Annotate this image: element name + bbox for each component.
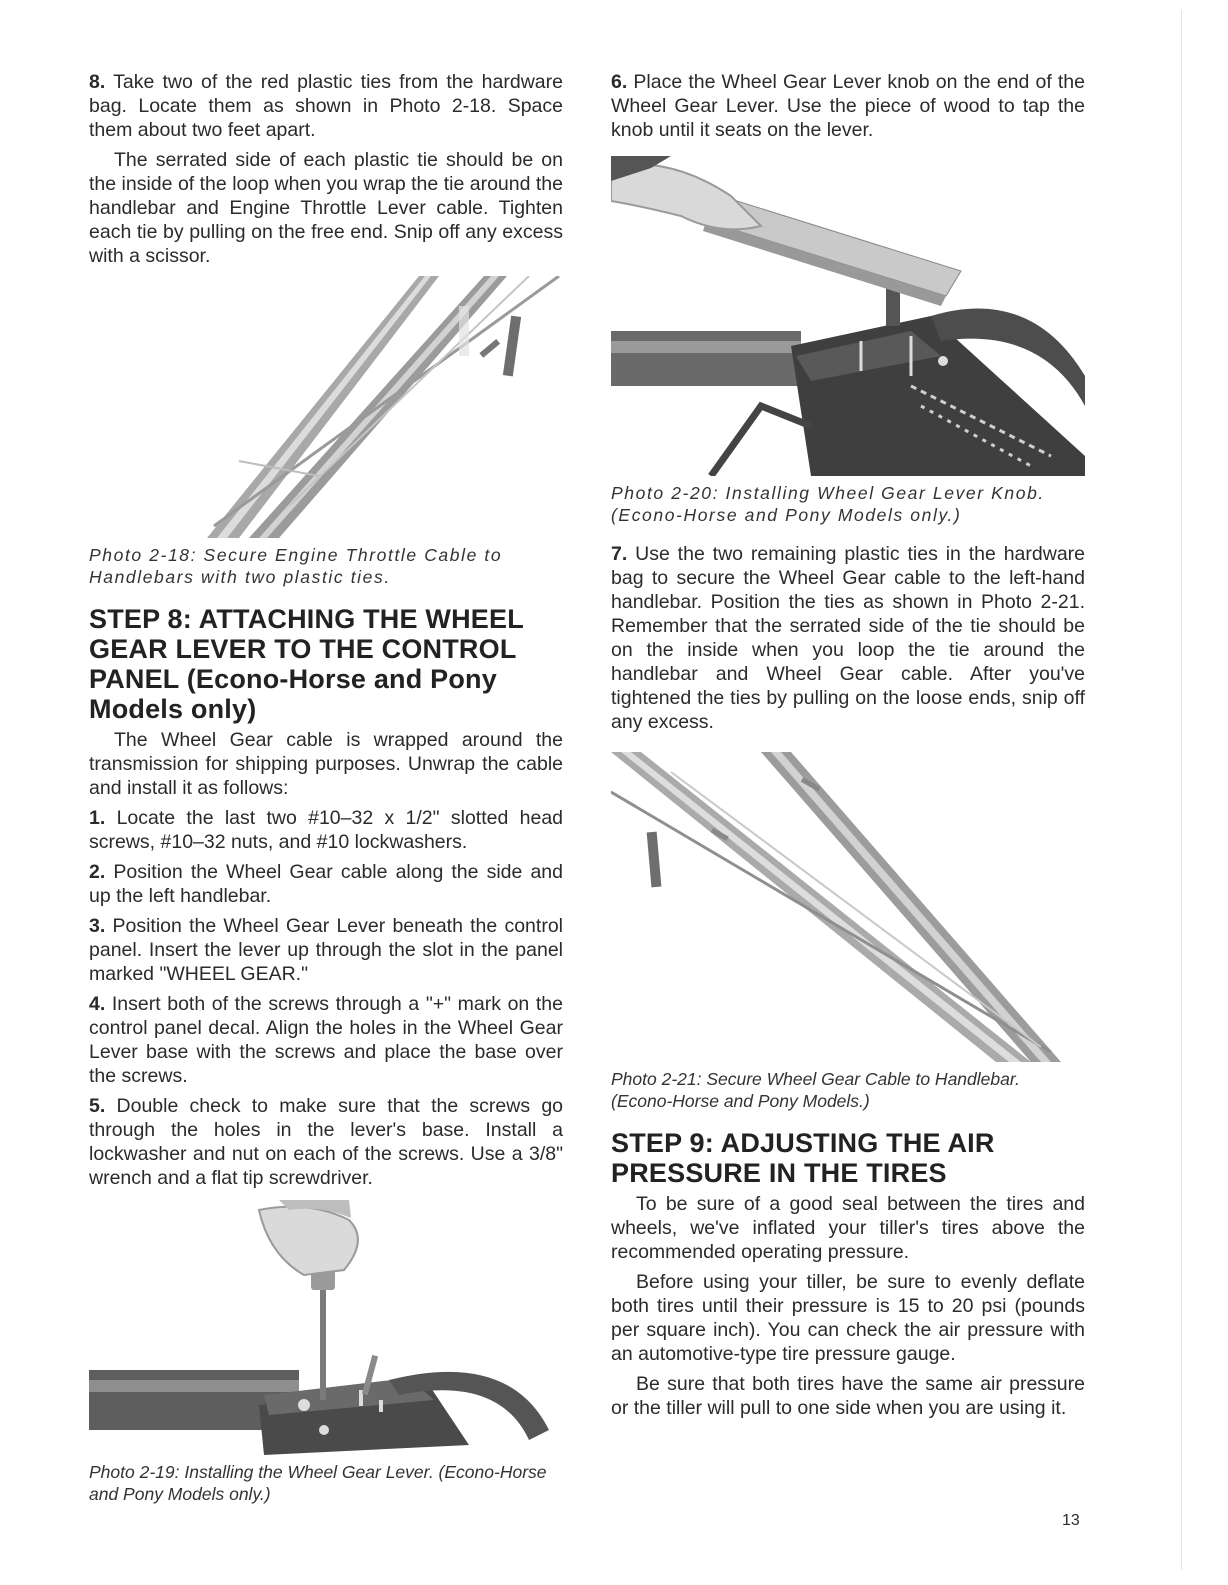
photo-2-21: [611, 752, 1085, 1062]
left-column: [89, 70, 563, 1521]
item-text: Place the Wheel Gear Lever knob on the end of the Wheel Gear Lever. Use the piece of wood to tap the knob until it seats on the lever.: [611, 71, 1085, 141]
item-text: Take two of the red plastic ties from the hardware bag. Locate them as shown in Photo 2-18. Space them about two feet apart.: [89, 71, 563, 141]
photo-2-21-caption: Photo 2-21: Secure Wheel Gear Cable to Handlebar. (Econo-Horse and Pony Models.): [611, 1069, 1020, 1111]
step8-item-4: [89, 992, 563, 1088]
page-edge-line: [1181, 10, 1182, 1570]
step8-item-5: [89, 1094, 563, 1190]
step9-paragraph-1: To be sure of a good seal between the tires and wheels, we've inflated your tiller's tires above the recommended operating pressure.: [611, 1193, 1085, 1263]
item-number: 2.: [89, 861, 106, 883]
step9-paragraph-3: Be sure that both tires have the same air pressure or the tiller will pull to one side when you are using it.: [611, 1373, 1085, 1419]
step8-item-6: [611, 70, 1085, 142]
photo-2-19: [89, 1200, 563, 1455]
photo-2-18-caption: Photo 2-18: Secure Engine Throttle Cable to Handlebars with two plastic ties.: [89, 545, 503, 587]
item-number: 6.: [611, 71, 628, 93]
step8-heading: STEP 8: ATTACHING THE WHEEL GEAR LEVER TO THE CONTROL PANEL (Econo-Horse and Pony Models only): [89, 604, 524, 724]
item-number: 7.: [611, 543, 628, 565]
step9-heading: STEP 9: ADJUSTING THE AIR PRESSURE IN THE TIRES: [611, 1128, 995, 1188]
item-number: 5.: [89, 1095, 106, 1117]
step9-paragraph-2: Before using your tiller, be sure to evenly deflate both tires until their pressure is 15 to 20 psi (pounds per square inch). You can check the air pressure with an automotive-type tire pressure gauge.: [611, 1271, 1085, 1365]
page-number: 13: [1062, 1512, 1080, 1529]
photo-2-20-caption: Photo 2-20: Installing Wheel Gear Lever Knob. (Econo-Horse and Pony Models only.): [611, 483, 1045, 525]
item-number: 4.: [89, 993, 106, 1015]
item-number: 1.: [89, 807, 106, 829]
photo-2-20: [611, 156, 1085, 476]
photo-2-18: [89, 276, 563, 538]
step8-item-1: [89, 806, 563, 854]
photo-2-20-illustration: [611, 156, 1085, 476]
photo-2-18-illustration: [89, 276, 563, 538]
item-text: Double check to make sure that the screws go through the holes in the lever's base. Install a lockwasher and nut on each of the screws. Use a 3/8" wrench and a flat tip screwdriver.: [89, 1095, 564, 1189]
item-number: 8.: [89, 71, 106, 93]
item-text: Position the Wheel Gear Lever beneath the control panel. Insert the lever up through the slot in the panel marked "WHEEL GEAR.": [89, 915, 563, 985]
step8-intro-paragraph: The Wheel Gear cable is wrapped around the transmission for shipping purposes. Unwrap the cable and install it as follows:: [89, 729, 563, 799]
item-text: Insert both of the screws through a "+" mark on the control panel decal. Align the holes in the Wheel Gear Lever base with the screws and place the base over the screws.: [89, 993, 563, 1087]
right-column: [611, 70, 1085, 1426]
item-number: 3.: [89, 915, 106, 937]
step8-item-2: [89, 860, 563, 908]
photo-2-19-caption: Photo 2-19: Installing the Wheel Gear Lever. (Econo-Horse and Pony Models only.): [89, 1462, 547, 1504]
photo-2-21-illustration: [611, 752, 1085, 1062]
ties-paragraph: The serrated side of each plastic tie should be on the inside of the loop when you wrap the tie around the handlebar and Engine Throttle Lever cable. Tighten each tie by pulling on the free end. Snip off any excess with a scissor.: [89, 149, 563, 267]
step8-item-7: [611, 542, 1085, 734]
item-text: Locate the last two #10–32 x 1/2" slotted head screws, #10–32 nuts, and #10 lockwashers.: [89, 807, 564, 853]
item-text: Position the Wheel Gear cable along the side and up the left handlebar.: [89, 861, 563, 907]
step8-item-3: [89, 914, 563, 986]
photo-2-19-illustration: [89, 1200, 563, 1455]
item-text: Use the two remaining plastic ties in the hardware bag to secure the Wheel Gear cable to the left-hand handlebar. Position the ties as shown in Photo 2-21. Remember that the serrated side of the tie should be on the inside when you loop the tie around the handlebar and Wheel Gear cable. After you've tightened the ties by pulling on the loose ends, snip off any excess.: [611, 543, 1086, 733]
step8-item-8: [89, 70, 563, 142]
